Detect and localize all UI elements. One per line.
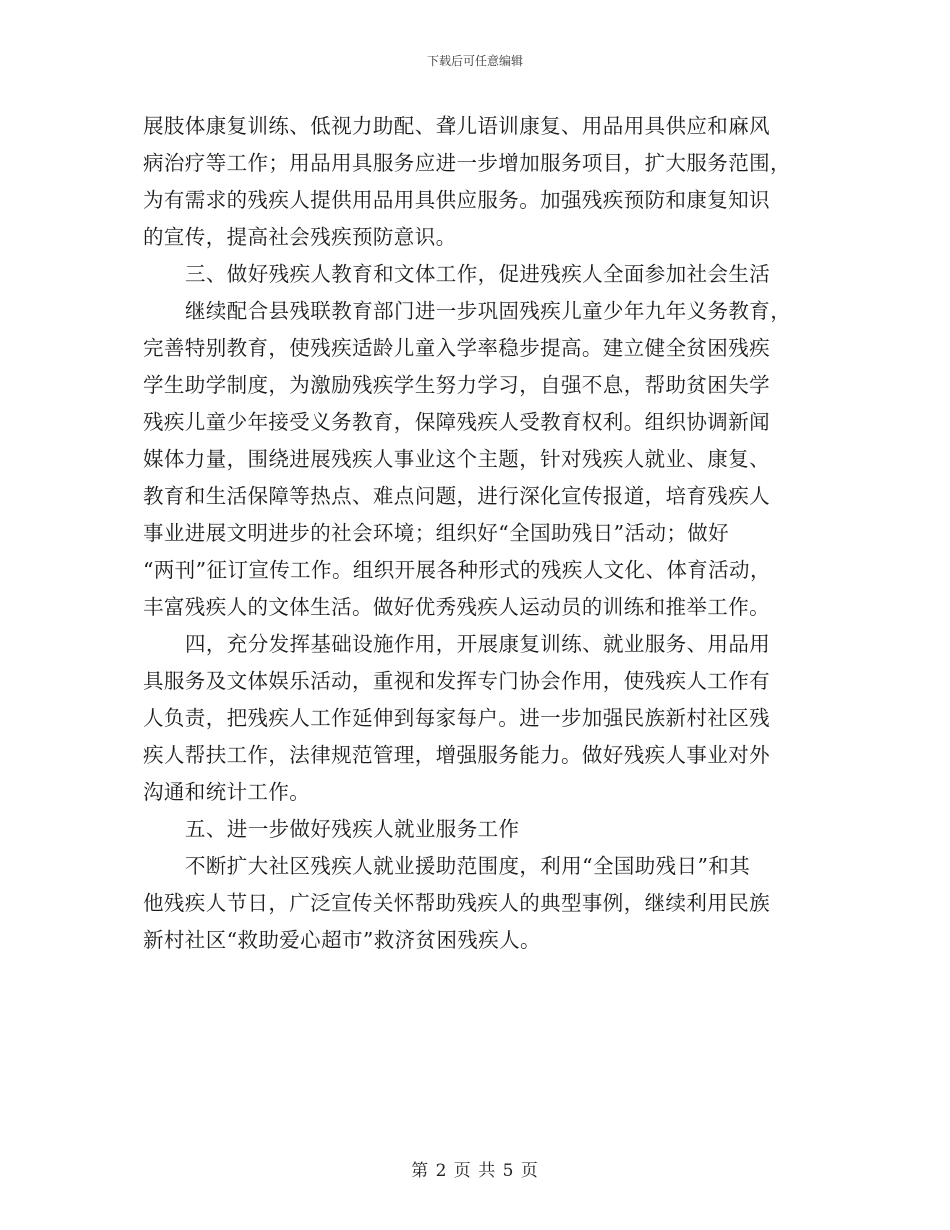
text-line: 四，充分发挥基础设施作用，开展康复训练、就业服务、用品用 (185, 632, 771, 656)
text-line: 媒体力量，围绕进展残疾人事业这个主题，针对残疾人就业、康复、 (143, 447, 770, 471)
page-header: 下载后可任意编辑 (426, 54, 523, 68)
text-line: 人负责，把残疾人工作延伸到每家每户。进一步加强民族新村社区残 (143, 706, 770, 730)
text-line: 的宣传，提高社会残疾预防意识。 (143, 225, 457, 249)
text-line: 展肢体康复训练、低视力助配、聋儿语训康复、用品用具供应和麻风 (143, 114, 770, 138)
text-line: 事业进展文明进步的社会环境；组织好“全国助残日”活动；做好 (143, 521, 730, 545)
text-line: 教育和生活保障等热点、难点问题，进行深化宣传报道，培育残疾人 (143, 484, 770, 508)
text-line: 病治疗等工作；用品用具服务应进一步增加服务项目，扩大服务范围， (143, 151, 791, 175)
text-line: 不断扩大社区残疾人就业援助范围度，利用“全国助残日”和其 (185, 854, 751, 878)
text-line: 丰富残疾人的文体生活。做好优秀残疾人运动员的训练和推举工作。 (143, 595, 770, 619)
document-body (143, 108, 807, 959)
text-line: 沟通和统计工作。 (143, 780, 311, 804)
text-line: 学生助学制度，为激励残疾学生努力学习，自强不息，帮助贫困失学 (143, 373, 770, 397)
text-line: 完善特别教育，使残疾适龄儿童入学率稳步提高。建立健全贫困残疾 (143, 336, 770, 360)
text-line: 新村社区“救助爱心超市”救济贫困残疾人。 (143, 928, 541, 952)
text-line: 三、做好残疾人教育和文体工作，促进残疾人全面参加社会生活 (185, 262, 771, 286)
text-line: 残疾儿童少年接受义务教育，保障残疾人受教育权利。组织协调新闻 (143, 410, 770, 434)
text-line: 他残疾人节日，广泛宣传关怀帮助残疾人的典型事例，继续利用民族 (143, 891, 770, 915)
text-line: 疾人帮扶工作，法律规范管理，增强服务能力。做好残疾人事业对外 (143, 743, 770, 767)
page-number-footer: 第 2 页 共 5 页 (411, 1161, 539, 1181)
text-line: 具服务及文体娱乐活动，重视和发挥专门协会作用，使残疾人工作有 (143, 669, 770, 693)
text-line: 五、进一步做好残疾人就业服务工作 (185, 817, 520, 841)
text-line: 继续配合县残联教育部门进一步巩固残疾儿童少年九年义务教育， (185, 299, 792, 323)
text-line: “两刊”征订宣传工作。组织开展各种形式的残疾人文化、体育活动， (143, 558, 771, 582)
text-line: 为有需求的残疾人提供用品用具供应服务。加强残疾预防和康复知识 (143, 188, 770, 212)
